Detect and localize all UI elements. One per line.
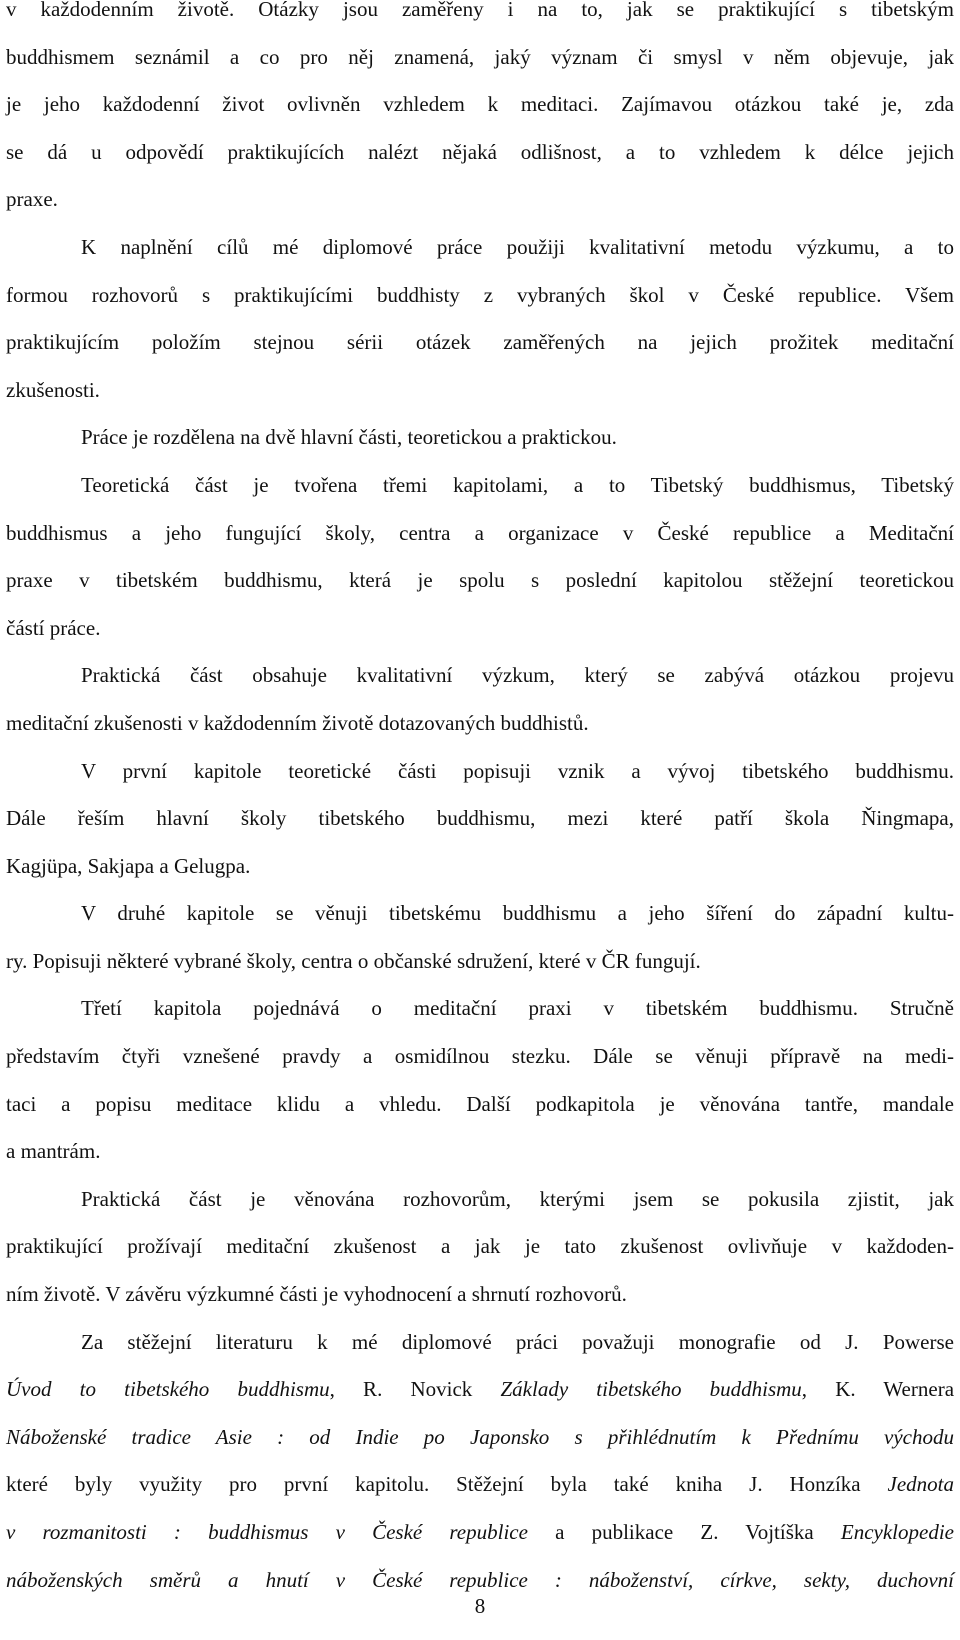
text-line: Kagjüpa, Sakjapa a Gelugpa. xyxy=(6,853,251,878)
text-line: praxe. xyxy=(6,187,58,212)
page-number: 8 xyxy=(474,1594,486,1618)
literature-line-4: které byly využity pro první kapitolu. Stěžejní byla také kniha J. Honzíka Jednota xyxy=(6,1472,954,1497)
text-line: K naplnění cílů mé diplomové práce použiji kvalitativní metodu výzkumu, a to xyxy=(81,234,954,259)
literature-line-3: Náboženské tradice Asie : od Indie po Japonsko s přihlédnutím k Přednímu východu xyxy=(6,1424,954,1449)
text-line: ry. Popisuji některé vybrané školy, centra o občanské sdružení, které v ČR fungují. xyxy=(6,948,701,973)
text-line: v každodenním životě. Otázky jsou zaměřeny i na to, jak se praktikující s tibetským xyxy=(6,0,954,21)
document-page xyxy=(6,0,954,1604)
text-line: Třetí kapitola pojednává o meditační praxi v tibetském buddhismu. Stručně xyxy=(81,996,954,1021)
text-line: praktikující prožívají meditační zkušenost a jak je tato zkušenost ovlivňuje v každoden- xyxy=(6,1234,954,1259)
text-line: Práce je rozdělena na dvě hlavní části, teoretickou a praktickou. xyxy=(81,425,617,450)
body-text xyxy=(6,0,954,1319)
text-line: buddhismem seznámil a co pro něj znamená, jaký význam či smysl v něm objevuje, jak xyxy=(6,44,954,69)
text-line: meditační zkušenosti v každodenním životě dotazovaných buddhistů. xyxy=(6,710,589,735)
text-line: taci a popisu meditace klidu a vhledu. Další podkapitola je věnována tantře, mandale xyxy=(6,1091,954,1116)
literature-line-1: Za stěžejní literaturu k mé diplomové práci považuji monografie od J. Powerse xyxy=(81,1329,954,1354)
literature-line-5: v rozmanitosti : buddhismus v České republice a publikace Z. Vojtíška Encyklopedie xyxy=(6,1520,954,1544)
text-line: formou rozhovorů s praktikujícími buddhisty z vybraných škol v České republice. Všem xyxy=(6,282,954,307)
text-line: V první kapitole teoretické části popisuji vznik a vývoj tibetského buddhismu. xyxy=(81,758,954,783)
text-line: buddhismus a jeho fungující školy, centra a organizace v České republice a Meditační xyxy=(6,520,954,545)
text-line: praxe v tibetském buddhismu, která je spolu s poslední kapitolou stěžejní teoretickou xyxy=(6,568,954,593)
text-line: Praktická část obsahuje kvalitativní výzkum, který se zabývá otázkou projevu xyxy=(81,663,954,688)
text-line: se dá u odpovědí praktikujících nalézt nějaká odlišnost, a to vzhledem k délce jejich xyxy=(6,139,954,164)
text-line: V druhé kapitole se věnuji tibetskému buddhismu a jeho šíření do západní kultu- xyxy=(81,901,954,926)
text-line: Teoretická část je tvořena třemi kapitolami, a to Tibetský buddhismus, Tibetský xyxy=(81,472,954,497)
text-line: Dále řeším hlavní školy tibetského buddhismu, mezi které patří škola Ňingmapa, xyxy=(6,806,954,831)
text-line: zkušenosti. xyxy=(6,377,100,402)
text-line: praktikujícím položím stejnou sérii otázek zaměřených na jejich prožitek meditační xyxy=(6,330,954,355)
text-line: částí práce. xyxy=(6,615,101,640)
text-line: představím čtyři vznešené pravdy a osmidílnou stezku. Dále se věnuji přípravě na medi- xyxy=(6,1044,954,1069)
text-line: ním životě. V závěru výzkumné části je vyhodnocení a shrnutí rozhovorů. xyxy=(6,1282,627,1307)
text-line: je jeho každodenní život ovlivněn vzhledem k meditaci. Zajímavou otázkou také je, zda xyxy=(6,92,954,117)
text-line: Praktická část je věnována rozhovorům, kterými jsem se pokusila zjistit, jak xyxy=(81,1186,954,1211)
text-line: a mantrám. xyxy=(6,1139,101,1164)
literature-line-2: Úvod to tibetského buddhismu, R. Novick Základy tibetského buddhismu, K. Wernera xyxy=(6,1377,955,1402)
literature-line-6: náboženských směrů a hnutí v České republice : náboženství, církve, sekty, duchovní xyxy=(6,1567,954,1592)
